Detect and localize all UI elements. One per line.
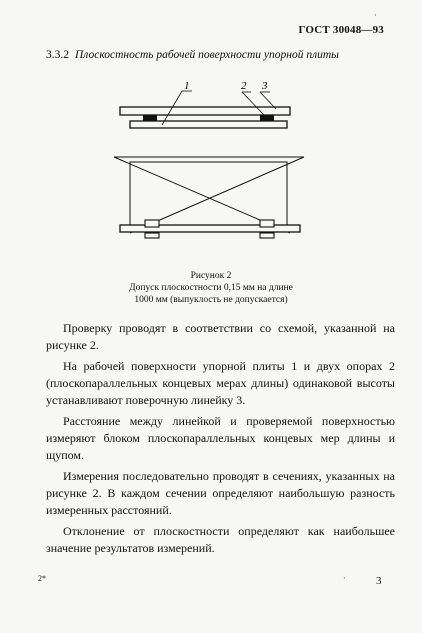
speck-mark: · bbox=[374, 11, 377, 20]
callout-2: 2 bbox=[241, 80, 247, 92]
support-plan-right-top bbox=[260, 220, 274, 227]
support-right bbox=[260, 115, 274, 121]
support-left bbox=[143, 115, 157, 121]
paragraph: Проверку проводят в соответствии со схемой, указанной на рисунке 2. bbox=[46, 321, 395, 352]
paragraph: Расстояние между линейкой и проверяемой поверхностью измеряют блоком плоскопараллельных концевых мер длины и щупом. bbox=[46, 414, 395, 462]
support-plan-left-top bbox=[145, 220, 159, 227]
body-text bbox=[46, 320, 395, 561]
support-plan-right-bottom bbox=[260, 233, 274, 238]
straightedge-top-view bbox=[120, 107, 290, 115]
plate-plan bbox=[130, 162, 287, 225]
leader-1 bbox=[162, 91, 182, 125]
figure-caption bbox=[0, 270, 422, 306]
leader-2 bbox=[242, 92, 265, 116]
running-header: ГОСТ 30048—93 bbox=[298, 24, 384, 36]
figure-caption-line-2: 1000 мм (выпуклость не допускается) bbox=[134, 295, 288, 305]
callout-3: 3 bbox=[262, 80, 268, 92]
footer-mark: · bbox=[343, 574, 346, 583]
section-heading bbox=[46, 49, 339, 61]
figure-caption-line-1: Допуск плоскостности 0,15 мм на длине bbox=[129, 283, 293, 293]
page-number: 3 bbox=[376, 575, 382, 587]
plate-top-view bbox=[130, 121, 287, 128]
callout-1: 1 bbox=[184, 80, 190, 92]
section-number: 3.3.2 bbox=[46, 49, 69, 61]
figure-caption-title: Рисунок 2 bbox=[190, 271, 232, 281]
section-title: Плоскостность рабочей поверхности упорной плиты bbox=[75, 49, 339, 61]
paragraph: На рабочей поверхности упорной плиты 1 и двух опорах 2 (плоскопараллельных концевых мерах длины) одинаковой высоты устанавливают поверочную линейку 3. bbox=[46, 359, 395, 407]
figure-diagram bbox=[110, 76, 310, 254]
paragraph: Отклонение от плоскостности определяют как наибольшее значение результатов измерений. bbox=[46, 524, 395, 555]
support-plan-left-bottom bbox=[145, 233, 159, 238]
signature-mark: 2* bbox=[38, 574, 46, 583]
paragraph: Измерения последовательно проводят в сечениях, указанных на рисунке 2. В каждом сечении определяют наибольшую разность измеренных расстояний. bbox=[46, 469, 395, 517]
